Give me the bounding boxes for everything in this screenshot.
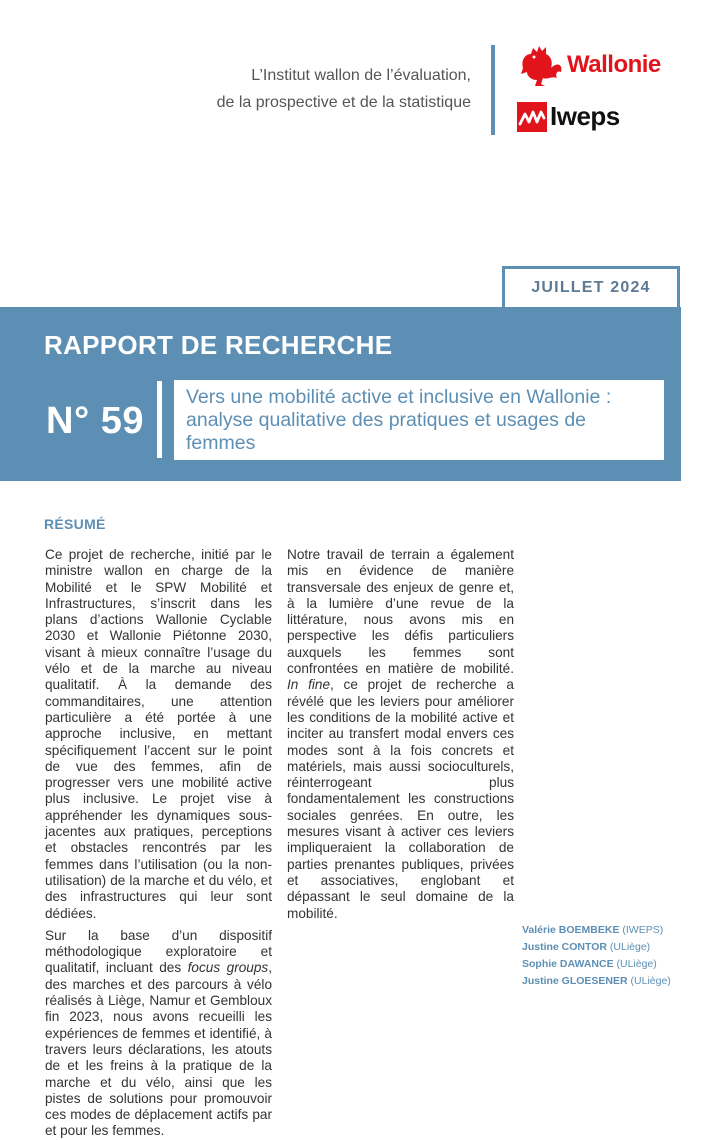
author-3: Sophie DAWANCE (ULiège) [522,958,657,970]
summary-column-1 [45,547,272,1139]
institution-name-line2: de la prospective et de la statistique [216,94,471,111]
number-divider [157,381,162,458]
summary-paragraph-2: Sur la base d’un dispositif méthodologique exploratoire et qualitatif, incluant des focus groups, des marches et des parcours à vélo réalisés à Liège, Namur et Gembloux fin 2023, nous avons recueilli les expériences de femmes et identifié, à travers leurs déclarations, les atouts de et les freins à la pratique de la marche et du vélo, ainsi que les pistes de solutions pour promouvoir ces modes de déplacement actifs par et pour les femmes. [45,927,272,1139]
author-4: Justine GLOESENER (ULiège) [522,975,671,987]
author-1: Valérie BOEMBEKE (IWEPS) [522,924,664,936]
wallonie-wordmark: Wallonie [567,51,661,78]
iweps-wordmark: Iweps [550,101,620,131]
iweps-logo-icon [517,102,547,132]
summary-paragraph-1: Ce projet de recherche, initié par le ministre wallon en charge de la Mobilité et le SPW Mobilité et Infrastructures, s’inscrit dans les plans d’actions Wallonie Cyclable 2030 et Wallonie Piétonne 2030, visant à mieux connaître l’usage du vélo et de la marche au niveau qualitatif. À la demande des commanditaires, une attention particulière a été portée à une approche inclusive, en mettant spécifiquement l’accent sur le point de vue des femmes, afin de progresser vers une mobilité active plus inclusive. Le projet vise à appréhender les dynamiques sous-jacentes aux pratiques, perceptions et obstacles rencontrés par les femmes dans l’utilisation (ou la non-utilisation) de la marche et du vélo, et des infrastructures qui leur sont dédiées. [45,547,272,921]
institution-name-line1: L’Institut wallon de l’évaluation, [251,67,471,84]
author-2: Justine CONTOR (ULiège) [522,941,651,953]
summary-paragraph-3: Notre travail de terrain a également mis en évidence de manière transversale des enjeux de genre et, à la lumière d’une revue de la littérature, nous avons mis en perspective les défis particuliers auxquels les femmes sont confrontées en matière de mobilité. In fine, ce projet de recherche a révélé que les leviers pour améliorer les conditions de la mobilité active et inciter au transfert modal envers ces modes sont à la fois concrets et matériels, mais aussi socioculturels, réinterrogeant plus fondamentalement les constructions sociales genrées. En outre, les mesures visant à activer ces leviers impliqueraient la collaboration de parties prenantes publiques, privées et associatives, englobant et dépassant le seul domaine de la mobilité. [287,547,514,921]
summary-column-2 [287,547,514,928]
report-type-title: RAPPORT DE RECHERCHE [44,330,393,360]
summary-heading: RÉSUMÉ [44,516,106,532]
report-subtitle: Vers une mobilité active et inclusive en Wallonie : analyse qualitative des pratiques et usages de femmes [174,380,664,460]
report-number: N° 59 [46,400,144,442]
iweps-logo [517,101,620,132]
header-divider [491,45,495,135]
rooster-icon [517,42,565,88]
wallonie-logo [517,42,661,88]
publication-date: JUILLET 2024 [502,266,680,307]
